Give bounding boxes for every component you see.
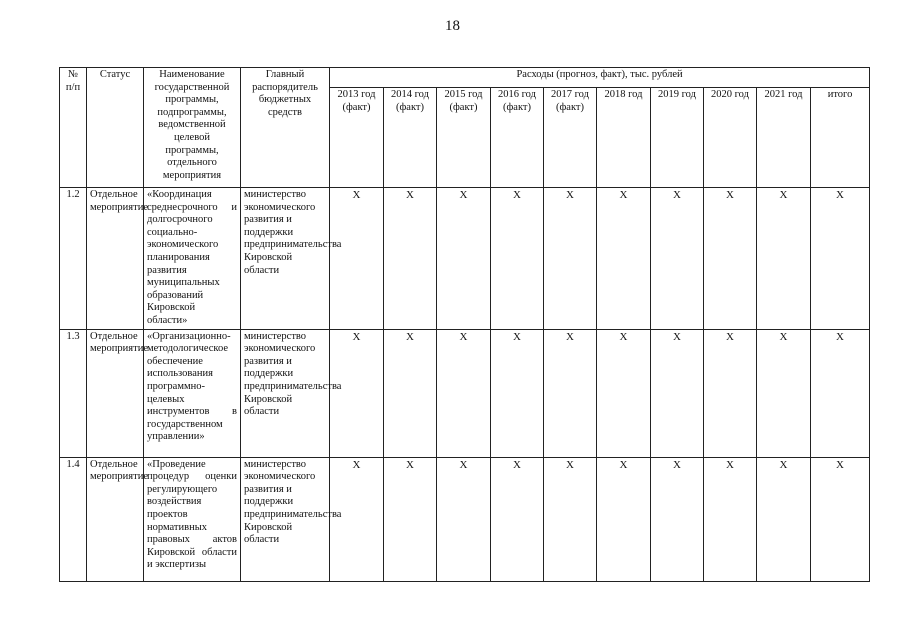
row-value: Х [704,457,757,581]
row-value: Х [491,188,544,330]
header-year: 2020 год [704,88,757,188]
row-value: Х [437,188,491,330]
row-num: 1.3 [60,329,87,457]
row-value: Х [811,457,870,581]
row-administrator: министерство экономического развития и поддержки предпринимательства Кировской области [241,457,330,581]
row-value: Х [597,329,651,457]
row-status: Отдельное мероприятие [87,457,144,581]
header-year: 2016 год (факт) [491,88,544,188]
row-value: Х [330,457,384,581]
header-year: 2021 год [757,88,811,188]
header-name: Наименование государственной программы, подпрограммы, ведомственной целевой программы, отдельного мероприятия [144,68,241,188]
header-year: 2019 год [651,88,704,188]
row-status: Отдельное мероприятие [87,329,144,457]
header-expenses: Расходы (прогноз, факт), тыс. рублей [330,68,870,88]
row-value: Х [704,329,757,457]
row-value: Х [330,188,384,330]
row-value: Х [491,457,544,581]
header-status: Статус [87,68,144,188]
row-value: Х [704,188,757,330]
row-status: Отдельное мероприятие [87,188,144,330]
row-value: Х [811,329,870,457]
row-name: «Организационно-методологическое обеспечение использования программно-целевых инструментов в государственном управлении» [144,329,241,457]
row-administrator: министерство экономического развития и поддержки предпринимательства Кировской области [241,188,330,330]
row-value: Х [384,329,437,457]
row-value: Х [811,188,870,330]
page-number: 18 [445,18,460,34]
row-value: Х [651,329,704,457]
header-year: 2017 год (факт) [544,88,597,188]
row-name: «Проведение процедур оценки регулирующего воздействия проектов нормативных правовых актов Кировской области и экспертизы [144,457,241,581]
table-row [60,457,870,581]
row-num: 1.2 [60,188,87,330]
row-value: Х [757,329,811,457]
row-value: Х [330,329,384,457]
row-value: Х [544,188,597,330]
row-num: 1.4 [60,457,87,581]
row-value: Х [651,188,704,330]
row-value: Х [757,457,811,581]
row-value: Х [437,457,491,581]
table-row [60,329,870,457]
header-num: № п/п [60,68,87,188]
table-row [60,188,870,330]
row-value: Х [544,329,597,457]
expenses-table [59,67,870,582]
row-value: Х [384,457,437,581]
row-value: Х [651,457,704,581]
header-year: 2018 год [597,88,651,188]
row-administrator: министерство экономического развития и поддержки предпринимательства Кировской области [241,329,330,457]
header-year: 2014 год (факт) [384,88,437,188]
row-value: Х [491,329,544,457]
header-year: 2015 год (факт) [437,88,491,188]
row-value: Х [384,188,437,330]
row-value: Х [597,457,651,581]
header-administrator: Главный распорядитель бюджетных средств [241,68,330,188]
row-value: Х [437,329,491,457]
row-name: «Координация среднесрочного и долгосрочного социально-экономического планирования развития муниципальных образований Кировской области» [144,188,241,330]
header-total: итого [811,88,870,188]
row-value: Х [544,457,597,581]
row-value: Х [757,188,811,330]
header-year: 2013 год (факт) [330,88,384,188]
row-value: Х [597,188,651,330]
